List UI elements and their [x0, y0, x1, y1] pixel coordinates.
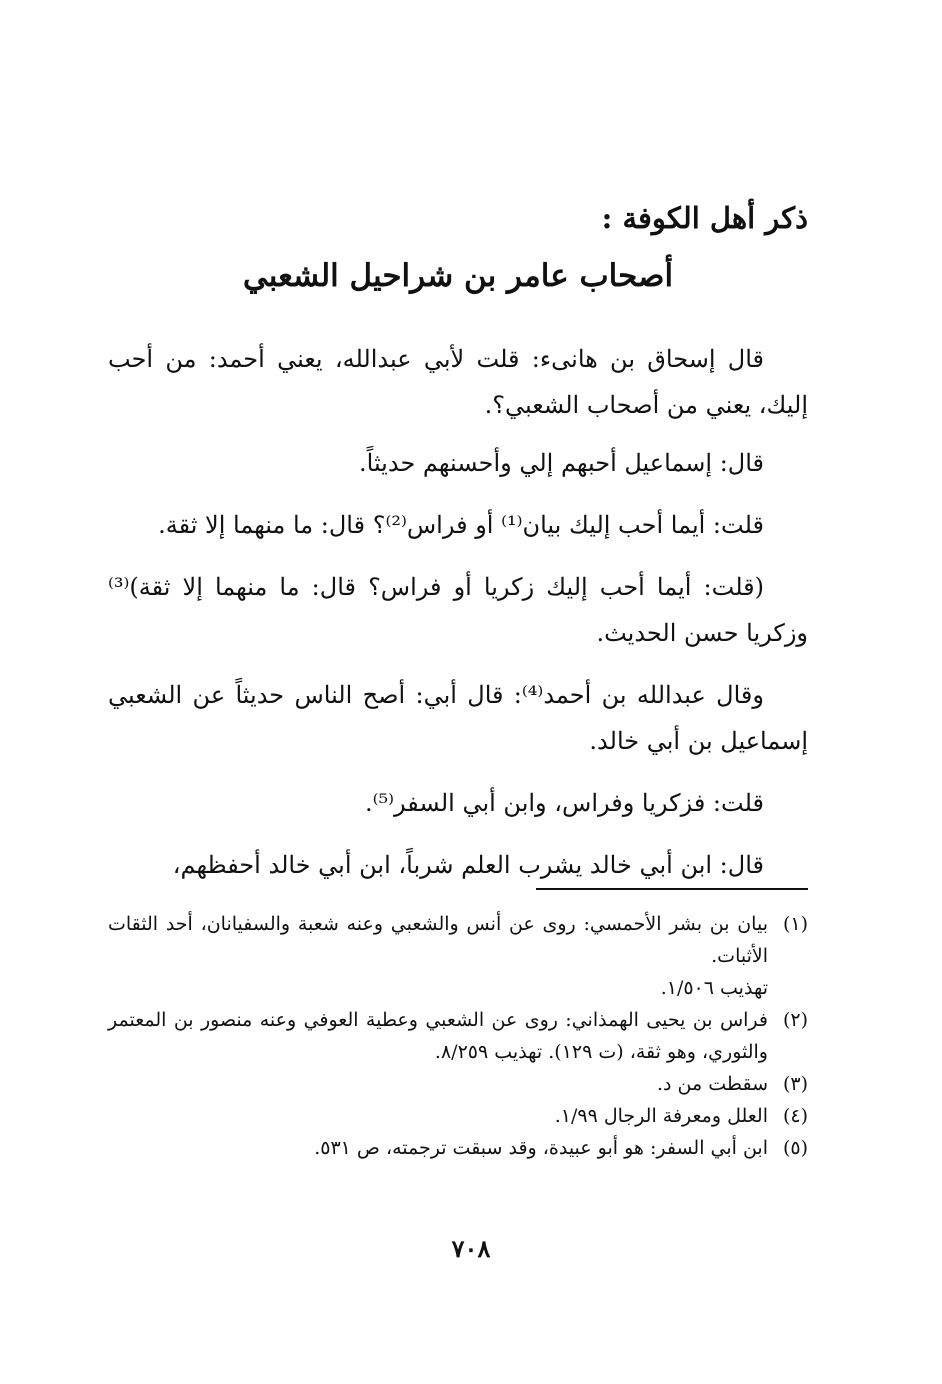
section-heading: ذكر أهل الكوفة : — [601, 201, 808, 235]
footnote-text: بيان بن بشر الأحمسي: روى عن أنس والشعبي وعنه شعبة والسفيانان، أحد الثقات الأثبات. — [108, 913, 768, 967]
footnotes — [108, 908, 808, 1164]
footnote-text: سقطت من د. — [657, 1073, 768, 1095]
footnote-reference: تهذيب ١/٥٠٦. — [660, 977, 768, 999]
footnote-text: العلل ومعرفة الرجال ١/٩٩. — [554, 1105, 768, 1127]
footnote-text: ابن أبي السفر: هو أبو عبيدة، وقد سبقت ترجمته، ص ٥٣١. — [314, 1137, 768, 1159]
paragraph-7: قال: ابن أبي خالد يشرب العلم شرباً، ابن أبي خالد أحفظهم، — [172, 851, 764, 879]
paragraph-6: قلت: فزكريا وفراس، وابن أبي السفر⁽⁵⁾. — [365, 789, 764, 817]
footnote-text: فراس بن يحيى الهمذاني: روى عن الشعبي وعطية العوفي وعنه منصور بن المعتمر والثوري، وهو ثقة، (ت ١٢٩). تهذيب ٨/٢٥٩. — [108, 1009, 768, 1063]
page-number: ٧٠٨ — [451, 1234, 491, 1263]
footnote-number: (٢) — [782, 1009, 808, 1031]
footnote-number: (٣) — [782, 1073, 808, 1095]
paragraph-5: وقال عبدالله بن أحمد⁽⁴⁾: قال أبي: أصح الناس حديثاً عن الشعبي إسماعيل بن أبي خالد. — [108, 681, 808, 755]
footnote-number: (١) — [782, 913, 808, 935]
footnote-5 — [108, 1132, 808, 1164]
paragraph-4: (قلت: أيما أحب إليك زكريا أو فراس؟ قال: ما منهما إلا ثقة)⁽³⁾ وزكريا حسن الحديث. — [108, 573, 808, 647]
footnote-number: (٥) — [782, 1137, 808, 1159]
footnote-2 — [108, 1004, 808, 1068]
body-text — [108, 336, 808, 904]
paragraph-3: قلت: أيما أحب إليك بيان⁽¹⁾ أو فراس⁽²⁾؟ قال: ما منهما إلا ثقة. — [158, 511, 764, 539]
chapter-title: أصحاب عامر بن شراحيل الشعبي — [242, 258, 674, 294]
paragraph-1: قال إسحاق بن هانىء: قلت لأبي عبدالله، يعني أحمد: من أحب إليك، يعني من أصحاب الشعبي؟. — [108, 345, 808, 419]
paragraph-2: قال: إسماعيل أحبهم إلي وأحسنهم حديثاً. — [359, 449, 764, 477]
footnote-4 — [108, 1100, 808, 1132]
footnote-number: (٤) — [782, 1105, 808, 1127]
footnote-1 — [108, 908, 808, 1004]
footnote-divider — [536, 888, 808, 890]
footnote-3 — [108, 1068, 808, 1100]
